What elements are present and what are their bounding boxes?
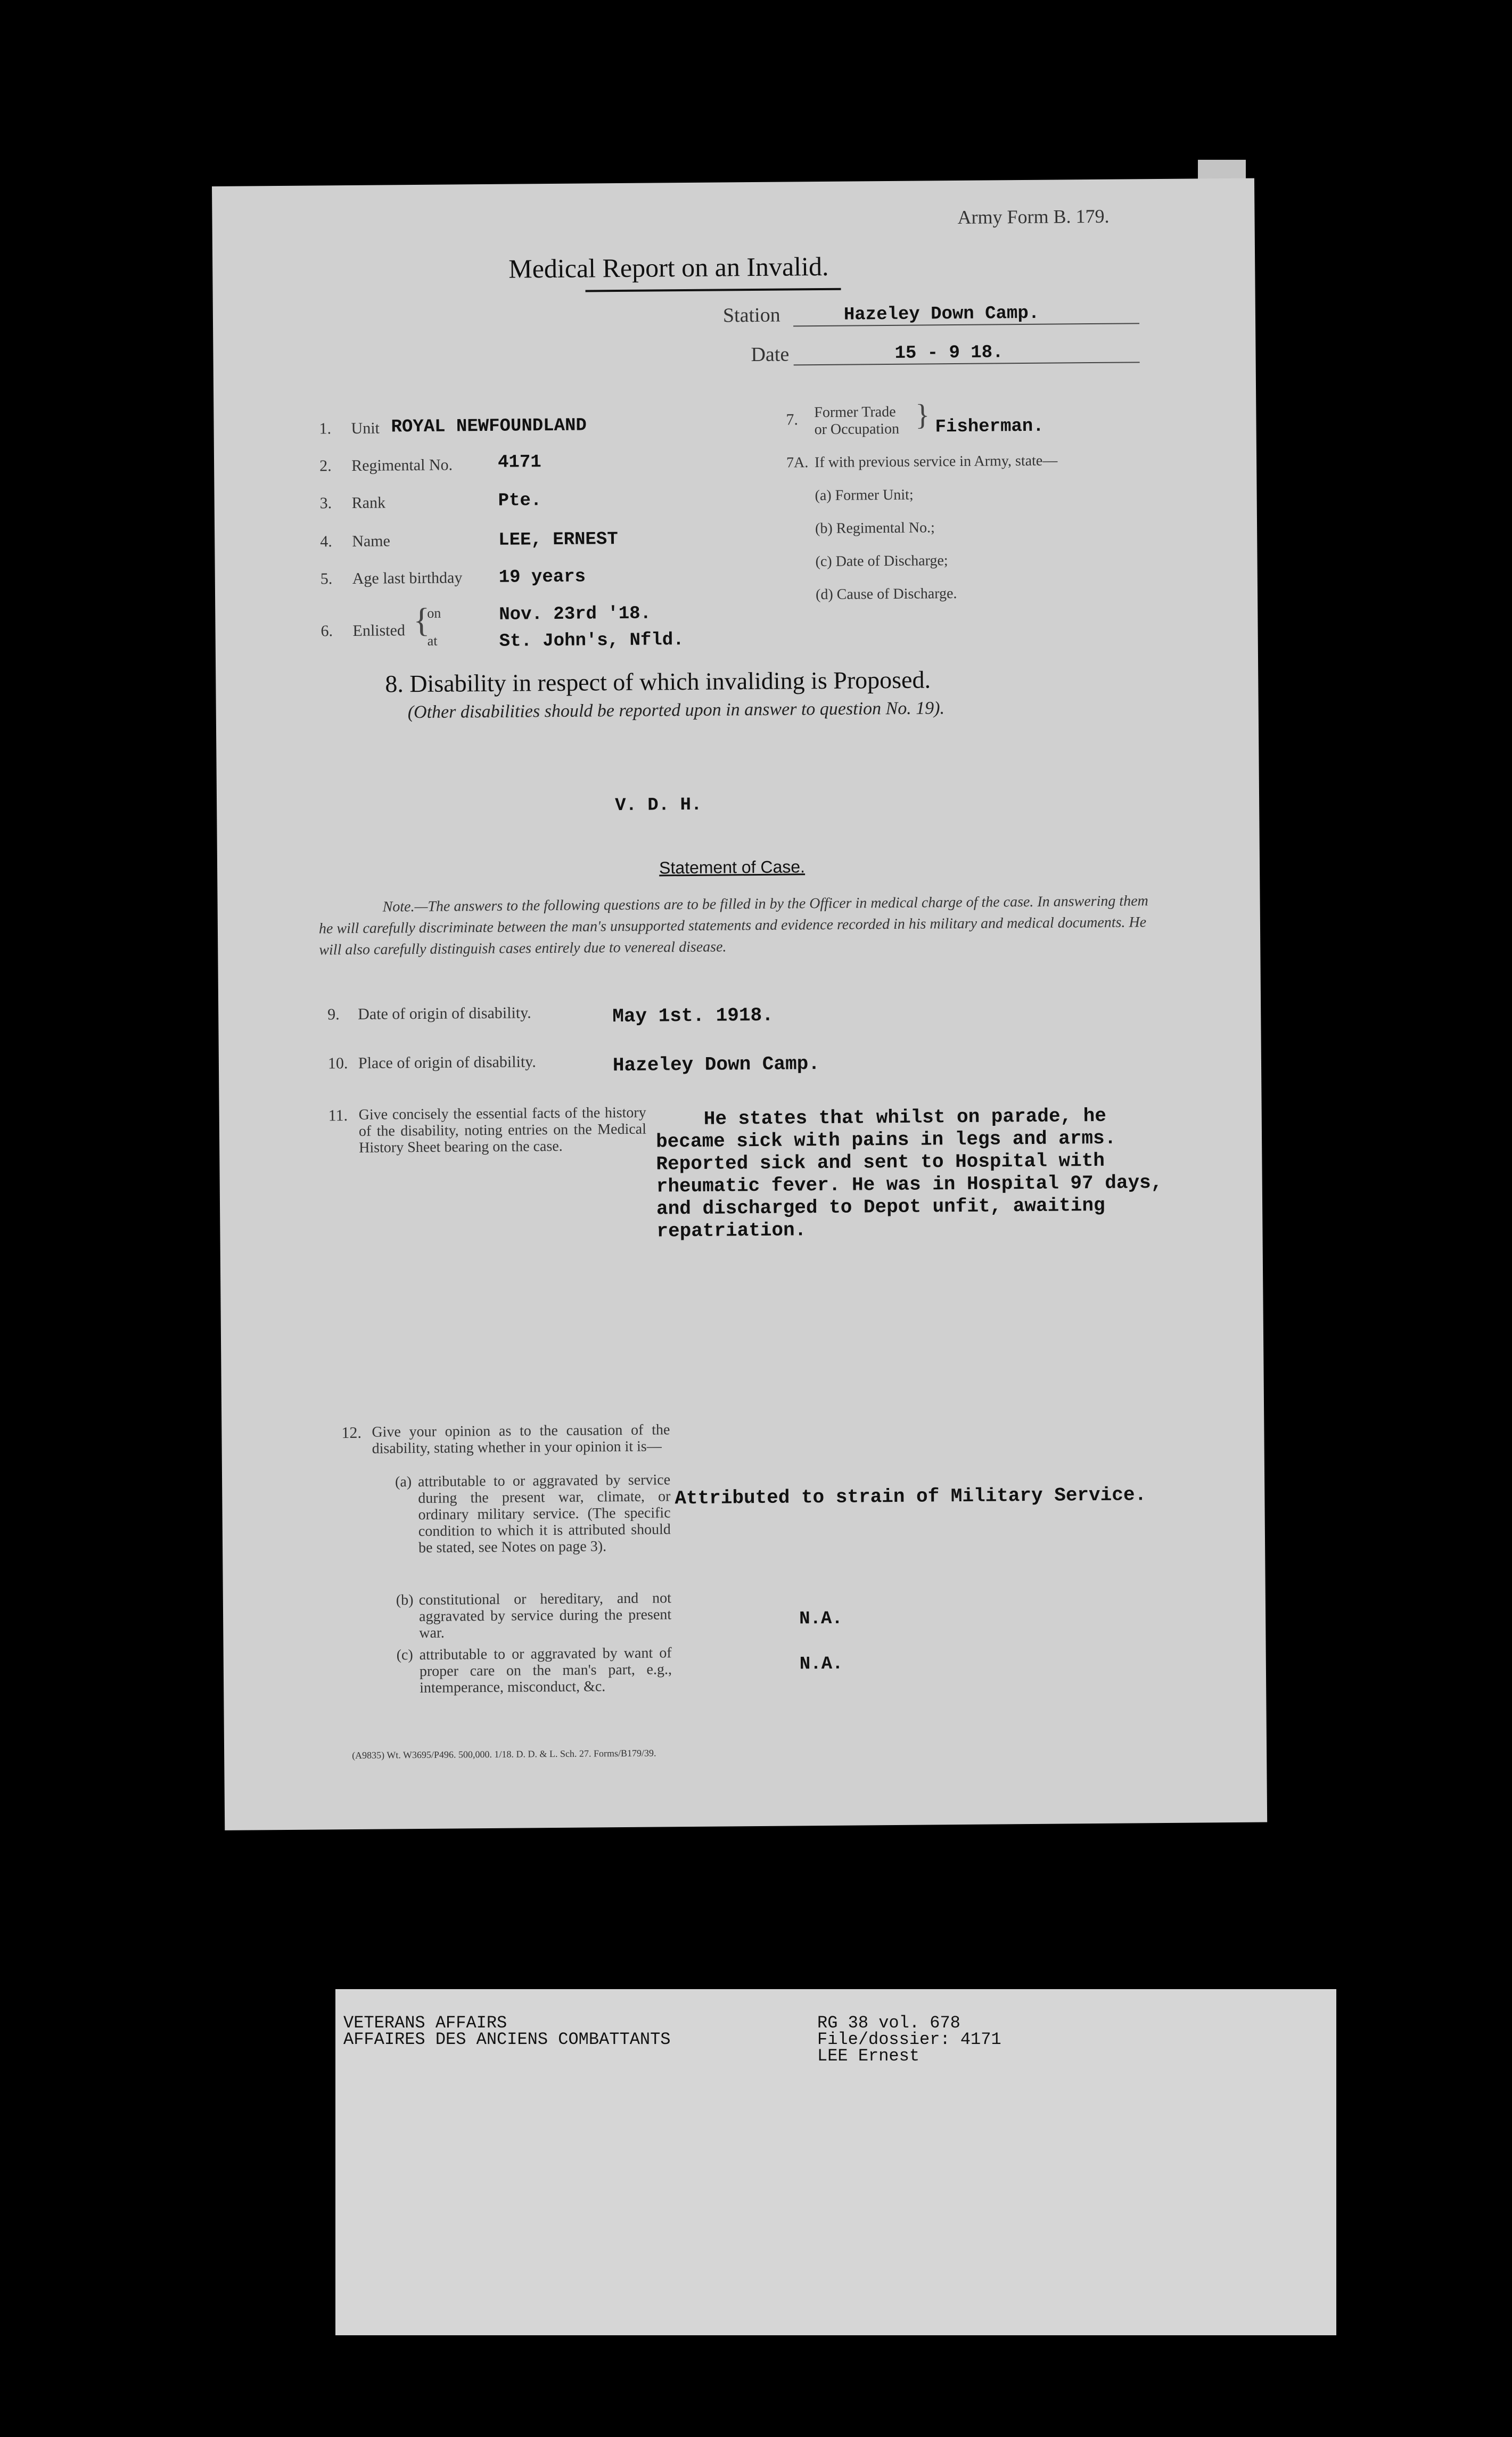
- q12-num: 12.: [341, 1424, 362, 1442]
- enlisted-on-label: on: [427, 605, 441, 621]
- section-8-subheading: (Other disabilities should be reported upon in answer to question No. 19).: [407, 698, 945, 723]
- q10-value: Hazeley Down Camp.: [612, 1053, 820, 1077]
- enlisted-at-value: St. John's, Nfld.: [499, 630, 684, 652]
- field-1-num: 1.: [319, 420, 332, 438]
- field-trade-label: Former Trade: [814, 403, 896, 421]
- field-unit-value: ROYAL NEWFOUNDLAND: [391, 415, 587, 438]
- field-regimental-value: 4171: [497, 452, 541, 473]
- q12-a-value: Attributed to strain of Military Service.: [675, 1484, 1147, 1510]
- medical-report-form: [212, 178, 1267, 1830]
- q10-num: 10.: [327, 1054, 348, 1073]
- field-5-num: 5.: [320, 570, 333, 588]
- field-trade-value: Fisherman.: [935, 416, 1044, 438]
- form-title: Medical Report on an Invalid.: [508, 251, 829, 284]
- statement-heading: Statement of Case.: [659, 857, 806, 878]
- field-3-num: 3.: [319, 494, 332, 512]
- q11-num: 11.: [328, 1107, 348, 1125]
- field-enlisted-label: Enlisted: [352, 621, 406, 640]
- q11-value: He states that whilst on parade, he became sick with pains in legs and arms. Reported sick and sent to Hospital with rheumatic fever. He was in Hospital 97 days, and discharged to Depot unfit, awaiting repatriation.: [655, 1105, 1163, 1242]
- field-age-value: 19 years: [498, 567, 586, 588]
- q11-label: Give concisely the essential facts of the history of the disability, noting entries on the Medical History Sheet bearing on the case.: [358, 1104, 647, 1156]
- field-rank-label: Rank: [351, 494, 386, 512]
- form-number: Army Form B. 179.: [957, 205, 1110, 228]
- card-name: LEE Ernest: [817, 2046, 920, 2066]
- field-6-num: 6.: [321, 622, 333, 640]
- field-4-num: 4.: [320, 533, 332, 551]
- field-name-label: Name: [352, 532, 391, 550]
- field-2-num: 2.: [319, 457, 332, 475]
- title-underline: [586, 288, 841, 292]
- previous-regimental-no: (b) Regimental No.;: [815, 519, 935, 537]
- q12-c-mark: (c): [396, 1647, 413, 1664]
- card-agency-en: VETERANS AFFAIRS: [343, 2013, 507, 2033]
- previous-discharge-cause: (d) Cause of Discharge.: [815, 585, 957, 603]
- station-value: Hazeley Down Camp.: [843, 303, 1040, 325]
- enlisted-at-label: at: [427, 633, 438, 649]
- enlisted-on-value: Nov. 23rd '18.: [499, 603, 652, 625]
- q12-b-value: N.A.: [799, 1608, 843, 1630]
- previous-discharge-date: (c) Date of Discharge;: [815, 552, 948, 570]
- card-rg-volume: RG 38 vol. 678: [817, 2013, 960, 2033]
- q12-c-value: N.A.: [799, 1654, 843, 1675]
- q9-label: Date of origin of disability.: [358, 1004, 531, 1023]
- field-7-num: 7.: [786, 411, 799, 429]
- field-unit-label: Unit: [351, 419, 380, 437]
- field-rank-value: Pte.: [498, 490, 542, 511]
- disability-value: V. D. H.: [615, 795, 702, 816]
- q12-c-text: attributable to or aggravated by want of proper care on the man's part, e.g., intemperance, misconduct, &c.: [419, 1645, 672, 1697]
- enlisted-brace: {: [413, 601, 430, 640]
- q12-b-mark: (b): [396, 1592, 414, 1609]
- previous-former-unit: (a) Former Unit;: [815, 486, 914, 504]
- q12-b-text: constitutional or hereditary, and not aggravated by service during the present war.: [418, 1590, 672, 1642]
- q12-label: Give your opinion as to the causation of the disability, stating whether in your opinion it is—: [372, 1421, 670, 1457]
- field-name-value: LEE, ERNEST: [498, 529, 618, 551]
- field-regimental-label: Regimental No.: [351, 456, 453, 475]
- date-label: Date: [751, 343, 790, 366]
- card-file-number: File/dossier: 4171: [817, 2030, 1001, 2049]
- previous-service-label: If with previous service in Army, state—: [814, 452, 1058, 471]
- section-8-heading: 8. Disability in respect of which invaliding is Proposed.: [385, 666, 931, 698]
- form-footer: (A9835) Wt. W3695/P496. 500,000. 1/18. D. D. & L. Sch. 27. Forms/B179/39.: [352, 1747, 656, 1761]
- field-age-label: Age last birthday: [352, 569, 463, 587]
- card-agency-fr: AFFAIRES DES ANCIENS COMBATTANTS: [343, 2030, 671, 2049]
- trade-brace: }: [915, 398, 930, 432]
- archive-label-card: [335, 1989, 1336, 2335]
- date-value: 15 - 9 18.: [894, 342, 1004, 364]
- field-7a-num: 7A.: [786, 454, 809, 471]
- q12-a-mark: (a): [395, 1474, 412, 1491]
- field-occupation-label: or Occupation: [814, 420, 900, 438]
- q10-label: Place of origin of disability.: [358, 1053, 536, 1072]
- q9-value: May 1st. 1918.: [612, 1004, 774, 1028]
- station-label: Station: [722, 304, 780, 327]
- statement-note: Note.—The answers to the following questions are to be filled in by the Officer in medical charge of the case. In answering them he will carefully discriminate between the man's unsupported statements and evidence recorded in his military and medical documents. He will also carefully distinguish cases entirely due to venereal disease.: [318, 893, 1148, 959]
- q12-a-text: attributable to or aggravated by service during the present war, climate, or ordinary military service. (The specific condition to which it is attributed should be stated, see Notes on page 3).: [417, 1471, 671, 1557]
- q9-num: 9.: [327, 1005, 340, 1024]
